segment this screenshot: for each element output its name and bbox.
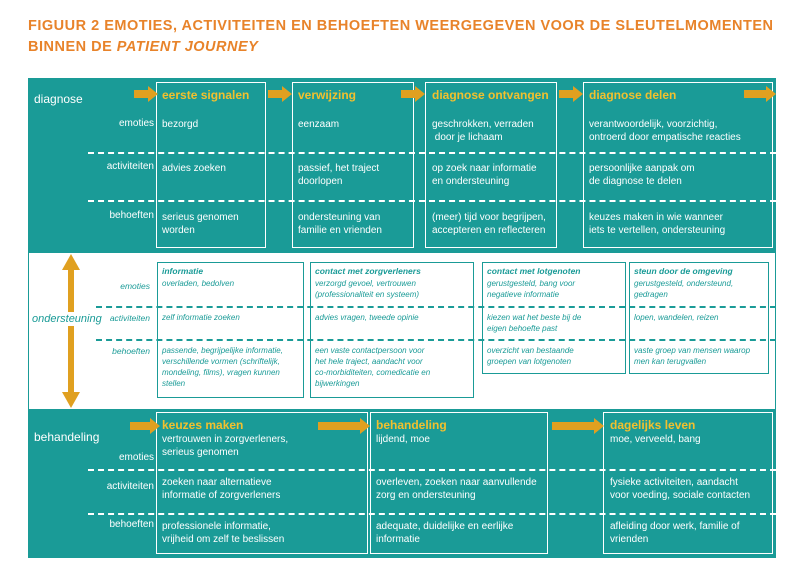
diagnose-stage-4-emoties: verantwoordelijk, voorzichtig, ontroerd door empatische reacties — [589, 119, 741, 143]
behandeling-stage-3-header: dagelijks leven — [610, 418, 696, 432]
ondersteuning-stage-1-header: informatie — [162, 266, 204, 276]
figure-title — [28, 16, 788, 58]
diagnose-section-label: diagnose — [34, 92, 83, 106]
diagnose-stage-3-header: diagnose ontvangen — [432, 88, 549, 102]
behandeling-arrow-2-icon — [318, 418, 370, 434]
vertical-double-arrow-icon — [62, 254, 80, 408]
diagnose-stage-4-behoeften: keuzes maken in wie wanneer iets te vertellen, ondersteuning — [589, 212, 726, 236]
ondersteuning-stage-2-activiteiten: advies vragen, tweede opinie — [315, 313, 419, 322]
diagnose-behoeften-label: behoeften — [109, 210, 154, 221]
behandeling-stage-1-emoties: vertrouwen in zorgverleners, serieus genomen — [162, 434, 289, 458]
title-line-2-prefix: BINNEN DE — [28, 39, 117, 55]
behandeling-stage-2-header: behandeling — [376, 418, 447, 432]
diagnose-stage-3-activiteiten: op zoek naar informatie en ondersteuning — [432, 163, 537, 187]
behandeling-arrow-1-icon — [130, 418, 160, 434]
behandeling-stage-1-activiteiten: zoeken naar alternatieve informatie of zorgverleners — [162, 477, 281, 501]
diagnose-stage-4-activiteiten: persoonlijke aanpak om de diagnose te delen — [589, 163, 695, 187]
ondersteuning-section-label: ondersteuning — [32, 313, 102, 325]
title-line-2-italic: PATIENT JOURNEY — [116, 39, 259, 55]
behandeling-activiteiten-label: activiteiten — [106, 481, 154, 492]
diagnose-stage-1-emoties: bezorgd — [162, 119, 199, 130]
behandeling-stage-2-activiteiten: overleven, zoeken naar aanvullende zorg en ondersteuning — [376, 477, 537, 501]
diagnose-stage-2-behoeften: ondersteuning van familie en vrienden — [298, 212, 382, 236]
ondersteuning-stage-3-header: contact met lotgenoten — [487, 266, 581, 276]
behandeling-section-label: behandeling — [34, 430, 100, 444]
ondersteuning-stage-4-header: steun door de omgeving — [634, 266, 733, 276]
ondersteuning-activiteiten-label: activiteiten — [109, 313, 150, 323]
behandeling-stage-3-behoeften: afleiding door werk, familie of vrienden — [610, 521, 740, 545]
ondersteuning-emoties-label: emoties — [120, 281, 150, 291]
ondersteuning-stage-3-emoties: gerustgesteld, bang voor negatieve informatie — [487, 279, 576, 299]
behandeling-stage-2-behoeften: adequate, duidelijke en eerlijke informatie — [376, 521, 514, 545]
ondersteuning-stage-3-activiteiten: kiezen wat het beste bij de eigen behoefte past — [487, 313, 582, 333]
behandeling-emoties-label: emoties — [118, 452, 154, 463]
diagnose-stage-3-emoties: geschrokken, verraden door je lichaam — [432, 119, 534, 143]
title-line-2 — [28, 37, 788, 58]
behandeling-stage-2-emoties: lijdend, moe — [376, 434, 430, 445]
ondersteuning-stage-1-activiteiten: zelf informatie zoeken — [162, 313, 240, 322]
diagnose-emoties-label: emoties — [118, 118, 154, 129]
diagnose-arrow-3-icon — [401, 86, 425, 102]
diagnose-arrow-end-icon — [744, 86, 776, 102]
behandeling-stage-1-header: keuzes maken — [162, 418, 244, 432]
ondersteuning-stage-3-behoeften: overzicht van bestaande groepen van lotgenoten — [487, 346, 574, 366]
title-line-1: FIGUUR 2 EMOTIES, ACTIVITEITEN EN BEHOEFTEN WEERGEGEVEN VOOR DE SLEUTELMOMENTEN — [28, 18, 774, 34]
diagnose-arrow-1-icon — [134, 86, 158, 102]
ondersteuning-stage-4-emoties: gerustgesteld, ondersteund, gedragen — [634, 279, 734, 299]
ondersteuning-stage-4-behoeften: vaste groep van mensen waarop men kan terugvallen — [634, 346, 751, 366]
ondersteuning-stage-2-emoties: verzorgd gevoel, vertrouwen (professionaliteit en systeem) — [315, 279, 420, 299]
diagnose-arrow-4-icon — [559, 86, 583, 102]
behandeling-arrow-3-icon — [552, 418, 604, 434]
diagnose-stage-3-behoeften: (meer) tijd voor begrijpen, accepteren en reflecteren — [432, 212, 546, 236]
behandeling-stage-1-behoeften: professionele informatie, vrijheid om zelf te beslissen — [162, 521, 285, 545]
diagnose-stage-2-emoties: eenzaam — [298, 119, 340, 130]
diagnose-stage-4-header: diagnose delen — [589, 88, 677, 102]
behandeling-behoeften-label: behoeften — [109, 519, 154, 530]
diagnose-arrow-2-icon — [268, 86, 292, 102]
ondersteuning-stage-2-header: contact met zorgverleners — [315, 266, 421, 276]
ondersteuning-stage-2-behoeften: een vaste contactpersoon voor het hele traject, aandacht voor co-morbiditeiten, comedicatie en bijwerkingen — [315, 346, 431, 388]
diagnose-activiteiten-label: activiteiten — [106, 161, 154, 172]
diagnose-stage-1-header: eerste signalen — [162, 88, 250, 102]
behandeling-stage-3-emoties: moe, verveeld, bang — [610, 434, 701, 445]
ondersteuning-behoeften-label: behoeften — [112, 346, 150, 356]
diagnose-stage-2-activiteiten: passief, het traject doorlopen — [298, 163, 380, 187]
diagnose-stage-2-header: verwijzing — [298, 88, 357, 102]
ondersteuning-stage-4-activiteiten: lopen, wandelen, reizen — [634, 313, 719, 322]
behandeling-stage-3-activiteiten: fysieke activiteiten, aandacht voor voeding, sociale contacten — [610, 477, 751, 501]
diagnose-stage-1-behoeften: serieus genomen worden — [162, 212, 239, 236]
ondersteuning-stage-1-emoties: overladen, bedolven — [162, 279, 235, 288]
ondersteuning-stage-1-behoeften: passende, begrijpelijke informatie, verschillende vormen (schriftelijk, mondeling, films), vragen kunnen stellen — [162, 346, 283, 388]
diagnose-stage-1-activiteiten: advies zoeken — [162, 163, 226, 174]
